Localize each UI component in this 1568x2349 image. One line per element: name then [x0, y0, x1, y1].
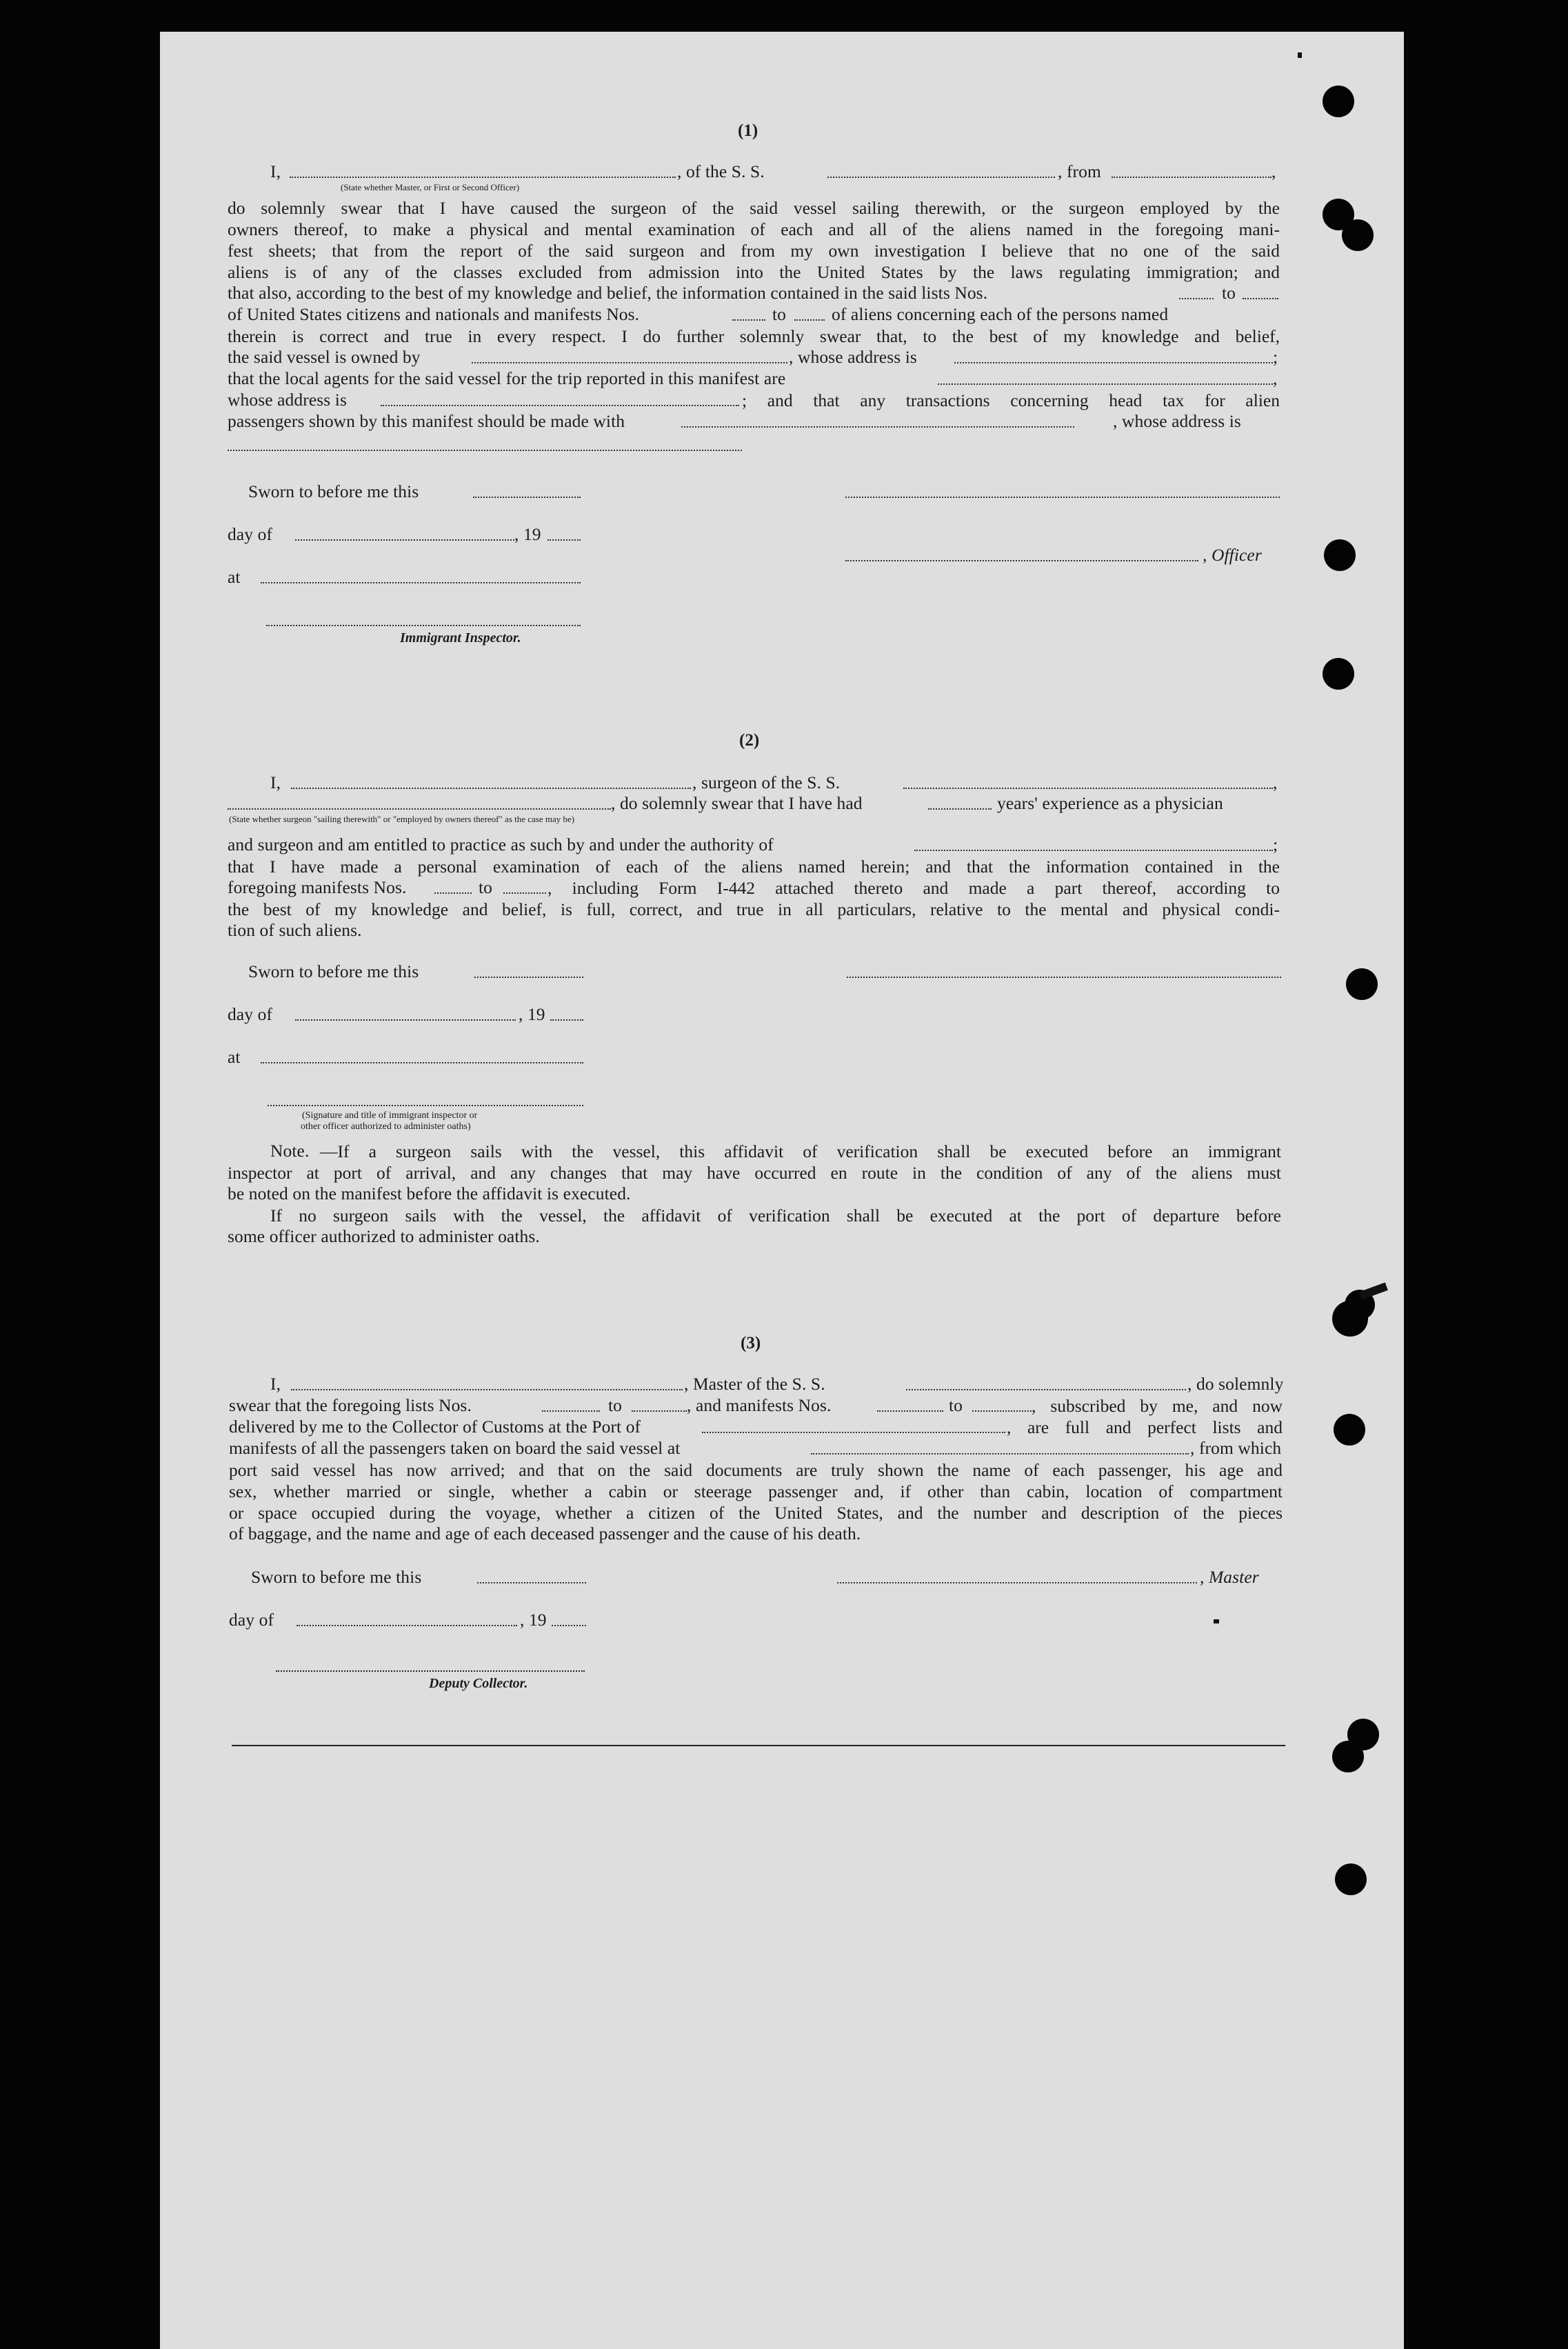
- s1-manifests-to-blank: [794, 319, 825, 321]
- s3-para-line: sex, whether married or single, whether a cabin or steerage passenger and, if other than cabin, location of compartment: [229, 1481, 1283, 1501]
- s2-authority-blank: [914, 850, 1273, 851]
- s2-day-of: day of: [228, 1004, 273, 1024]
- s1-day-blank: [295, 539, 514, 541]
- s1-l10a: whose address is: [228, 390, 347, 410]
- s2-note-line: be noted on the manifest before the affidavit is executed.: [228, 1183, 631, 1203]
- s2-year-blank: [550, 1019, 583, 1021]
- s3-para-line: port said vessel has now arrived; and that on the said documents are truly shown the name of each passenger, his age and: [229, 1460, 1283, 1480]
- s3-l2c: , and manifests Nos.: [687, 1395, 832, 1415]
- s2-year: , 19: [519, 1004, 545, 1024]
- s1-line1-i: I,: [270, 161, 281, 181]
- s1-l7: therein is correct and true in every respect. I do further solemnly swear that, to the best of my knowledge and belief,: [228, 326, 1280, 346]
- s3-sworn-blank: [477, 1582, 586, 1583]
- s1-head-tax-blank: [681, 426, 1074, 428]
- punch-hole: [1335, 1863, 1367, 1895]
- s2-ship-blank: [903, 788, 1273, 789]
- s3-l4b: , from which: [1190, 1438, 1282, 1458]
- punch-hole: [1323, 86, 1354, 117]
- s1-signature-blank: [845, 497, 1280, 498]
- s1-agents-blank: [938, 383, 1273, 385]
- punch-hole: [1346, 968, 1378, 1000]
- s2-l6: the best of my knowledge and belief, is full, correct, and true in all particulars, relative to the mental and physical condi-: [228, 899, 1280, 919]
- s3-l2d: to: [949, 1395, 963, 1415]
- s2-inspector-signature-blank: [268, 1105, 583, 1106]
- punch-hole: [1323, 658, 1354, 690]
- punch-hole: [1332, 1741, 1364, 1772]
- s1-l8a: the said vessel is owned by: [228, 347, 421, 367]
- s2-l5b: to: [479, 877, 493, 897]
- s1-l5a: that also, according to the best of my knowledge and belief, the information contained in the said lists Nos.: [228, 283, 988, 303]
- s2-l7: tion of such aliens.: [228, 920, 362, 940]
- s2-note-line: some officer authorized to administer oaths.: [228, 1226, 540, 1246]
- s3-para-last: of baggage, and the name and age of each deceased passenger and the cause of his death.: [229, 1523, 861, 1543]
- punch-hole: [1334, 1414, 1365, 1446]
- s3-l1b: , Master of the S. S.: [684, 1374, 825, 1394]
- s1-head-tax-address-blank: [228, 450, 742, 451]
- s2-note-label: Note.: [270, 1141, 310, 1161]
- bottom-rule: [232, 1745, 1285, 1746]
- s3-master-name-blank: [291, 1389, 683, 1390]
- s2-l5c: , including Form I-442 attached thereto and made a part thereof, according to: [547, 878, 1280, 898]
- s3-para-line: or space occupied during the voyage, whether a citizen of the United States, and the number and description of the pieces: [229, 1503, 1283, 1523]
- s2-day-blank: [295, 1019, 516, 1021]
- s3-lists-from-blank: [542, 1410, 600, 1412]
- s2-l3b: ;: [1273, 834, 1278, 854]
- s1-l5b: to: [1222, 283, 1236, 303]
- manifest-affidavits: [160, 32, 1404, 2349]
- s3-l4a: manifests of all the passengers taken on board the said vessel at: [229, 1438, 681, 1458]
- s1-year: , 19: [514, 524, 541, 544]
- punch-hole: [1324, 539, 1356, 571]
- s1-l6a: of United States citizens and nationals and manifests Nos.: [228, 304, 640, 324]
- section-2-heading: (2): [739, 731, 760, 750]
- s1-year-blank: [547, 539, 581, 541]
- s1-l6c: of aliens concerning each of the persons named: [832, 304, 1169, 324]
- s2-note-line: —If a surgeon sails with the vessel, this affidavit of verification shall be executed before an immigrant: [320, 1141, 1281, 1161]
- s1-day-of: day of: [228, 524, 273, 544]
- s2-years-blank: [928, 808, 992, 810]
- s2-surgeon-name-blank: [291, 788, 691, 789]
- s1-inspector-blank: [266, 625, 581, 626]
- s1-at: at: [228, 567, 241, 587]
- s2-sig-note-2: other officer authorized to administer oaths): [301, 1121, 471, 1132]
- s1-officer-blank: [845, 560, 1198, 561]
- s2-sworn-blank: [474, 977, 583, 978]
- s1-para-line: do solemnly swear that I have caused the surgeon of the said vessel sailing therewith, or the surgeon employed by the: [228, 198, 1280, 218]
- s3-port-blank: [702, 1432, 1005, 1433]
- s1-sworn: Sworn to before me this: [248, 481, 419, 501]
- s1-agents-address-blank: [381, 405, 739, 406]
- s3-sworn: Sworn to before me this: [251, 1567, 422, 1587]
- s1-l9b: ,: [1273, 368, 1278, 388]
- s1-owner-blank: [472, 362, 787, 363]
- s2-note-line: If no surgeon sails with the vessel, the affidavit of verification shall be executed at the port of departure before: [270, 1206, 1281, 1226]
- s3-collector-blank: [276, 1670, 585, 1672]
- s1-manifests-from-blank: [732, 319, 765, 321]
- s1-l8c: ;: [1273, 347, 1278, 367]
- s1-rank-note: (State whether Master, or First or Second Officer): [341, 182, 520, 192]
- s1-line1-from: , from: [1058, 161, 1101, 181]
- s1-owner-address-blank: [954, 362, 1273, 363]
- speck: [1298, 52, 1302, 58]
- s1-at-blank: [261, 582, 581, 583]
- s2-manifests-to-blank: [503, 892, 546, 894]
- s1-l9a: that the local agents for the said vessel for the trip reported in this manifest are: [228, 368, 786, 388]
- s2-l5a: foregoing manifests Nos.: [228, 877, 407, 897]
- s1-para-line: owners thereof, to make a physical and mental examination of each and all of the aliens named in the foregoing mani-: [228, 219, 1280, 239]
- s2-surgeon-type-blank: [228, 808, 611, 810]
- speck: [1214, 1619, 1219, 1623]
- s2-at-blank: [261, 1062, 583, 1063]
- s3-l3a: delivered by me to the Collector of Customs at the Port of: [229, 1417, 641, 1437]
- s3-l2b: to: [608, 1395, 623, 1415]
- s2-note-line: inspector at port of arrival, and any changes that may have occurred en route in the condition of any of the aliens must: [228, 1163, 1281, 1183]
- s3-day-blank: [296, 1625, 517, 1626]
- s1-lists-to-blank: [1243, 298, 1278, 299]
- s2-type-note: (State whether surgeon "sailing therewith" or "employed by owners thereof" as the case may be): [229, 814, 575, 824]
- s2-l2a: , do solemnly swear that I have had: [611, 793, 863, 813]
- s2-sig-note-1: (Signature and title of immigrant inspector or: [302, 1110, 478, 1121]
- s3-manifests-from-blank: [877, 1410, 943, 1412]
- s1-lists-from-blank: [1179, 298, 1214, 299]
- section-1-heading: (1): [738, 121, 758, 140]
- s1-line1-comma: ,: [1272, 161, 1276, 181]
- s2-l1b: , surgeon of the S. S.: [692, 772, 841, 792]
- s2-manifests-from-blank: [434, 892, 472, 894]
- s2-signature-blank: [847, 977, 1281, 978]
- s2-l1a: I,: [270, 772, 281, 792]
- s1-para-line: aliens is of any of the classes excluded from admission into the United States by the laws regulating immigration; and: [228, 262, 1280, 282]
- s3-ship-blank: [906, 1389, 1186, 1390]
- s2-at: at: [228, 1047, 241, 1067]
- s1-inspector-label: Immigrant Inspector.: [400, 630, 521, 646]
- s3-master-signature-blank: [837, 1582, 1197, 1583]
- s2-l3a: and surgeon and am entitled to practice as such by and under the authority of: [228, 834, 774, 854]
- s2-l4: that I have made a personal examination of each of the aliens named herein; and that the information contained in the: [228, 857, 1280, 877]
- s3-l3b: , are full and perfect lists and: [1007, 1417, 1283, 1437]
- s2-l2b: years' experience as a physician: [997, 793, 1223, 813]
- s3-day-of: day of: [229, 1610, 274, 1630]
- s3-lists-to-blank: [632, 1410, 687, 1412]
- s3-l1a: I,: [270, 1374, 281, 1394]
- s3-year-blank: [552, 1625, 586, 1626]
- s3-departure-port-blank: [811, 1453, 1189, 1455]
- s1-from-port-blank: [1112, 177, 1272, 178]
- section-3-heading: (3): [741, 1334, 761, 1352]
- s2-sworn: Sworn to before me this: [248, 961, 419, 981]
- s3-l2e: , subscribed by me, and now: [1032, 1396, 1283, 1416]
- s1-officer-label: , Officer: [1203, 545, 1262, 565]
- s1-l6b: to: [772, 304, 787, 324]
- s3-year: , 19: [520, 1610, 547, 1630]
- s3-manifests-to-blank: [972, 1410, 1032, 1412]
- s1-line1-of-ss: , of the S. S.: [677, 161, 765, 181]
- s3-l1c: , do solemnly: [1187, 1374, 1284, 1394]
- s3-l2a: swear that the foregoing lists Nos.: [229, 1395, 472, 1415]
- punch-hole: [1342, 219, 1374, 251]
- s1-l11b: , whose address is: [1113, 411, 1241, 431]
- s3-collector-label: Deputy Collector.: [429, 1676, 528, 1691]
- s1-l8b: , whose address is: [789, 347, 917, 367]
- s1-officer-rank-blank: [290, 177, 676, 178]
- s1-ship-name-blank: [827, 177, 1055, 178]
- s1-l11a: passengers shown by this manifest should be made with: [228, 411, 625, 431]
- s2-l1c: ,: [1273, 772, 1278, 792]
- s1-sworn-blank: [473, 497, 581, 498]
- s1-para-line: fest sheets; that from the report of the said surgeon and from my own investigation I believe that no one of the said: [228, 241, 1280, 261]
- s1-l10b: ; and that any transactions concerning head tax for alien: [742, 390, 1280, 410]
- s3-master-label: , Master: [1200, 1567, 1259, 1587]
